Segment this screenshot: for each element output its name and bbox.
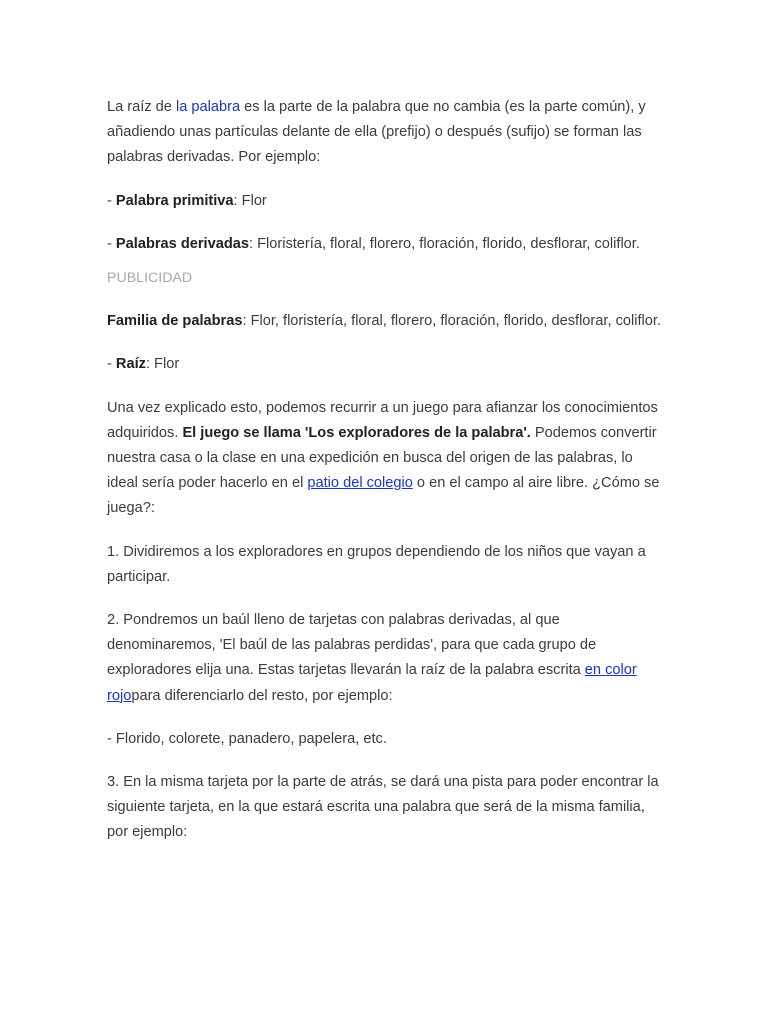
game-intro-text-end: o en el campo al aire libre. ¿Cómo se juega?: — [107, 475, 660, 517]
paragraph-game-intro — [107, 396, 667, 522]
paragraph-palabras-derivadas — [107, 232, 667, 257]
link-la-palabra[interactable]: la palabra — [175, 99, 241, 115]
intro-text-end: es la parte de la palabra que no cambia (es la parte común), y añadiendo unas partículas delante de ella (prefijo) o después (sufijo) se forman las palabras derivadas. Por ejemplo: — [107, 99, 646, 166]
label-raiz: Raíz — [115, 356, 146, 373]
step-2-text-start: 2. Pondremos un baúl lleno de tarjetas con palabras derivadas, al que denominaremos, 'El baúl de las palabras perdidas', para que cada grupo de exploradores elija una. Estas tarjetas llevarán la raíz de la palabra escrita — [107, 612, 597, 679]
paragraph-palabra-primitiva — [107, 189, 667, 214]
paragraph-step-1: 1. Dividiremos a los exploradores en grupos dependiendo de los niños que vayan a participar. — [107, 543, 646, 585]
paragraph-step-3: 3. En la misma tarjeta por la parte de atrás, se dará una pista para poder encontrar la siguiente tarjeta, en la que estará escrita una palabra que será de la misma familia, por ejemplo: — [107, 774, 659, 841]
value-familia-de-palabras: : Flor, floristería, floral, florero, floración, florido, desflorar, coliflor. — [242, 313, 661, 330]
value-palabras-derivadas: : Floristería, floral, florero, floración, florido, desflorar, coliflor. — [248, 235, 640, 252]
dash: - — [107, 356, 116, 373]
paragraph-raiz — [107, 352, 667, 377]
game-intro-text-middle: Podemos convertir nuestra casa o la clase en una expedición en busca del origen de las palabras, lo ideal sería poder hacerlo en el — [107, 424, 657, 492]
label-familia-de-palabras: Familia de palabras — [107, 313, 243, 330]
paragraph-example-words: - Florido, colorete, panadero, papelera, etc. — [107, 730, 387, 747]
paragraph-step-2 — [107, 608, 667, 709]
link-patio-del-colegio[interactable]: patio del colegio — [307, 475, 413, 492]
game-intro-text-start: Una vez explicado esto, podemos recurrir a un juego para afianzar los conocimientos adquiridos. — [107, 399, 658, 441]
step-2-text-end: para diferenciarlo del resto, por ejemplo: — [131, 687, 393, 704]
paragraph-familia-de-palabras — [107, 309, 667, 334]
dash: - — [107, 192, 116, 209]
intro-text-start: La raíz de — [107, 99, 176, 115]
article-body — [107, 95, 667, 864]
dash: - — [107, 235, 116, 252]
link-en-color-rojo[interactable]: en color rojo — [107, 662, 637, 704]
advertisement-label: PUBLICIDAD — [107, 270, 193, 287]
label-palabra-primitiva: Palabra primitiva — [115, 192, 234, 209]
value-palabra-primitiva: : Flor — [233, 192, 267, 209]
game-name-bold: El juego se llama 'Los exploradores de la palabra'. — [182, 424, 531, 441]
paragraph-intro — [107, 95, 667, 171]
label-palabras-derivadas: Palabras derivadas — [115, 235, 249, 252]
value-raiz: : Flor — [145, 356, 180, 373]
